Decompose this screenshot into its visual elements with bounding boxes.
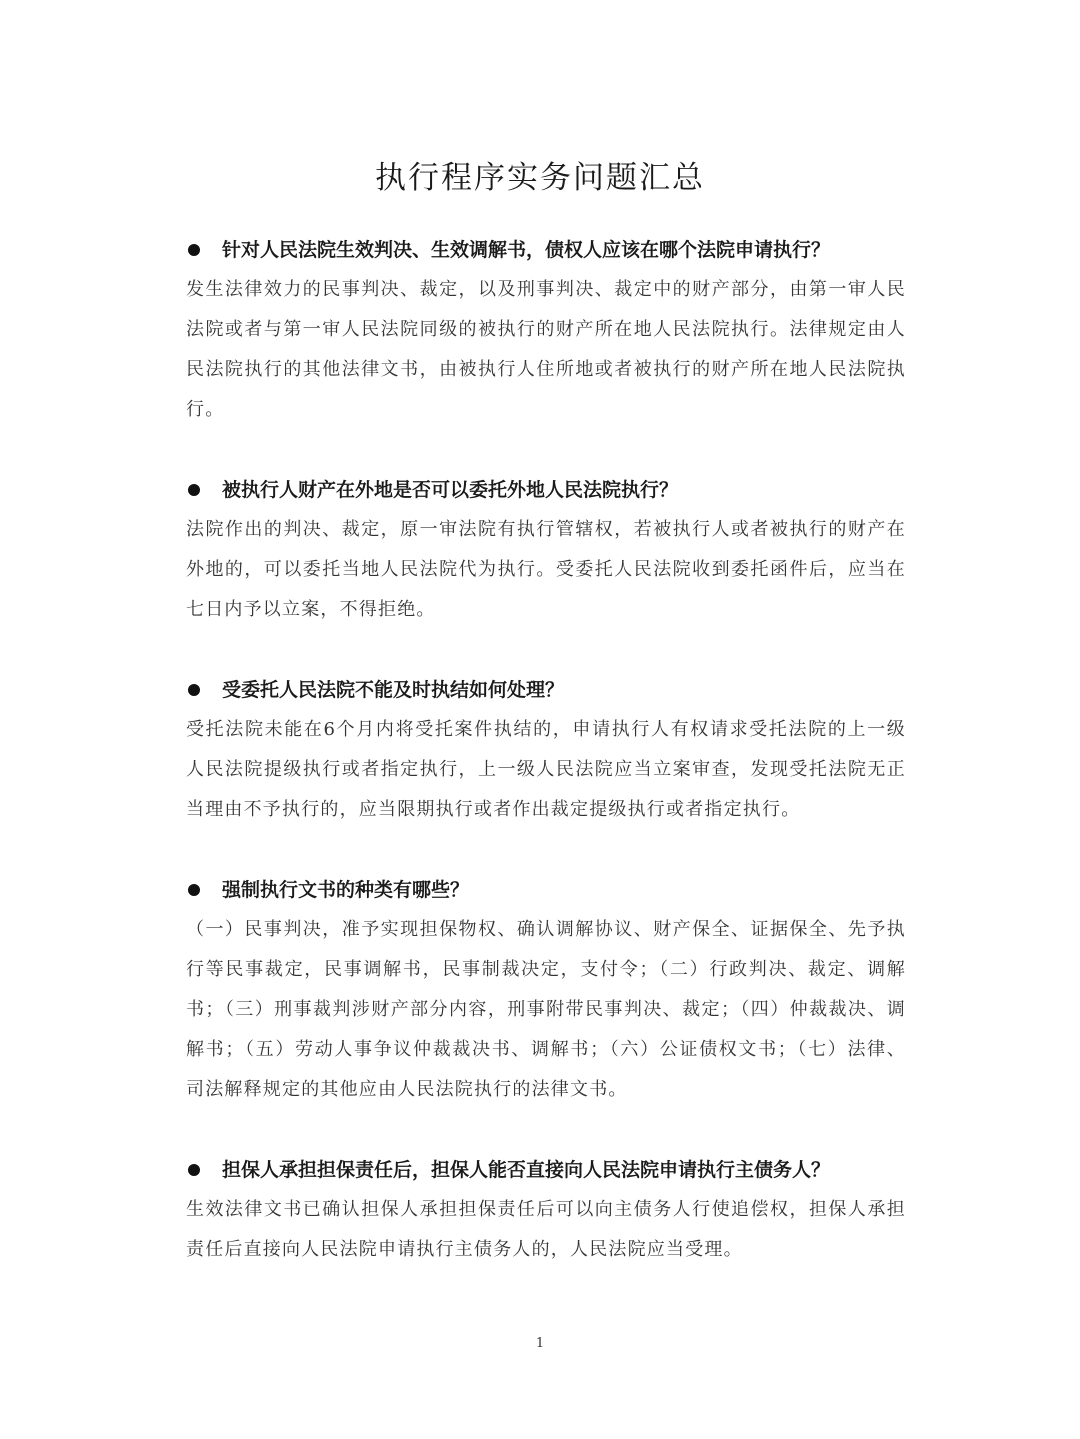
document-title: 执行程序实务问题汇总 [375, 160, 705, 196]
question-text: 担保人承担担保责任后，担保人能否直接向人民法院申请执行主债务人？ [222, 1159, 831, 1181]
question-text: 受委托人民法院不能及时执结如何处理？ [222, 679, 565, 701]
page-number: 1 [535, 1336, 545, 1351]
question-heading [186, 670, 906, 710]
answer-text: 生效法律文书已确认担保人承担担保责任后可以向主债务人行使追偿权，担保人承担责任后直接向人民法院申请执行主债务人的，人民法院应当受理。 [186, 1199, 906, 1260]
bullet-icon [188, 684, 200, 696]
answer-text: （一）民事判决，准予实现担保物权、确认调解协议、财产保全、证据保全、先予执行等民事裁定，民事调解书，民事制裁决定，支付令；（二）行政判决、裁定、调解书；（三）刑事裁判涉财产部分内容，刑事附带民事判决、裁定；（四）仲裁裁决、调解书；（五）劳动人事争议仲裁裁决书、调解书；（六）公证债权文书；（七）法律、司法解释规定的其他应由人民法院执行的法律文书。 [186, 919, 906, 1100]
qa-section [186, 470, 906, 630]
question-text: 强制执行文书的种类有哪些？ [222, 879, 470, 901]
bullet-icon [188, 484, 200, 496]
question-heading [186, 470, 906, 510]
question-text: 针对人民法院生效判决、生效调解书，债权人应该在哪个法院申请执行？ [222, 239, 831, 261]
qa-section [186, 670, 906, 830]
qa-section [186, 870, 906, 1110]
qa-section [186, 230, 906, 430]
question-heading [186, 870, 906, 910]
answer-text: 受托法院未能在6个月内将受托案件执结的，申请执行人有权请求受托法院的上一级人民法院提级执行或者指定执行，上一级人民法院应当立案审查，发现受托法院无正当理由不予执行的，应当限期执行或者作出裁定提级执行或者指定执行。 [186, 719, 906, 820]
question-heading [186, 230, 906, 270]
bullet-icon [188, 1164, 200, 1176]
qa-section [186, 1150, 906, 1270]
bullet-icon [188, 244, 200, 256]
question-text: 被执行人财产在外地是否可以委托外地人民法院执行？ [222, 479, 679, 501]
answer-text: 发生法律效力的民事判决、裁定，以及刑事判决、裁定中的财产部分，由第一审人民法院或者与第一审人民法院同级的被执行的财产所在地人民法院执行。法律规定由人民法院执行的其他法律文书，由被执行人住所地或者被执行的财产所在地人民法院执行。 [186, 279, 906, 420]
question-heading [186, 1150, 906, 1190]
bullet-icon [188, 884, 200, 896]
answer-text: 法院作出的判决、裁定，原一审法院有执行管辖权，若被执行人或者被执行的财产在外地的，可以委托当地人民法院代为执行。受委托人民法院收到委托函件后，应当在七日内予以立案，不得拒绝。 [186, 519, 906, 620]
